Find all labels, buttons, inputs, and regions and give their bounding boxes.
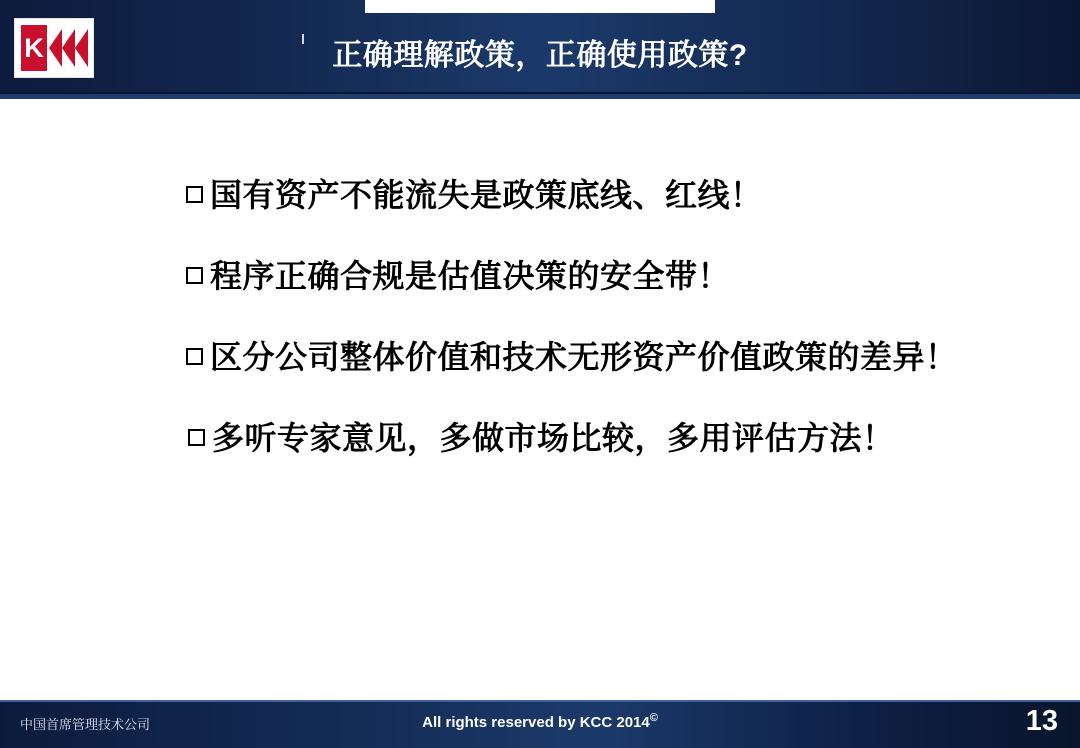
kcc-logo [14, 18, 94, 78]
header-white-tab [365, 0, 715, 13]
list-item-label: 区分公司整体价值和技术无形资产价值政策的差异！ [210, 338, 958, 376]
page-title: 正确理解政策，正确使用政策? [332, 39, 748, 72]
page-number: 13 [1025, 705, 1058, 737]
header-underline [0, 92, 1080, 99]
list-item [186, 256, 1046, 296]
footer-rights-text [0, 712, 1080, 731]
list-item-label: 程序正确合规是估值决策的安全带！ [210, 257, 731, 295]
slide-header [0, 0, 1080, 92]
list-item-label: 国有资产不能流失是政策底线、红线！ [210, 176, 763, 214]
square-outline-icon [186, 348, 203, 365]
chevron-left-icon [75, 29, 88, 67]
logo-inner [21, 25, 87, 71]
footer-rights-label: All rights reserved by KCC 2014 [422, 714, 650, 731]
list-item [186, 175, 1046, 215]
square-outline-icon [186, 186, 203, 203]
footer-company-name: 中国首席管理技术公司 [20, 718, 151, 733]
bullet-list [186, 175, 1046, 499]
slide-content [0, 105, 1080, 700]
square-outline-icon [188, 429, 205, 446]
list-item [186, 337, 1046, 377]
list-item-label: 多听专家意见，多做市场比较，多用评估方法！ [212, 419, 895, 457]
logo-letter-k: K [21, 25, 47, 71]
list-item [188, 418, 1046, 458]
footer-top-divider [0, 700, 1080, 702]
chevron-left-icon [49, 29, 62, 67]
square-outline-icon [186, 267, 203, 284]
chevron-left-icon [62, 29, 75, 67]
copyright-icon: © [649, 712, 658, 724]
